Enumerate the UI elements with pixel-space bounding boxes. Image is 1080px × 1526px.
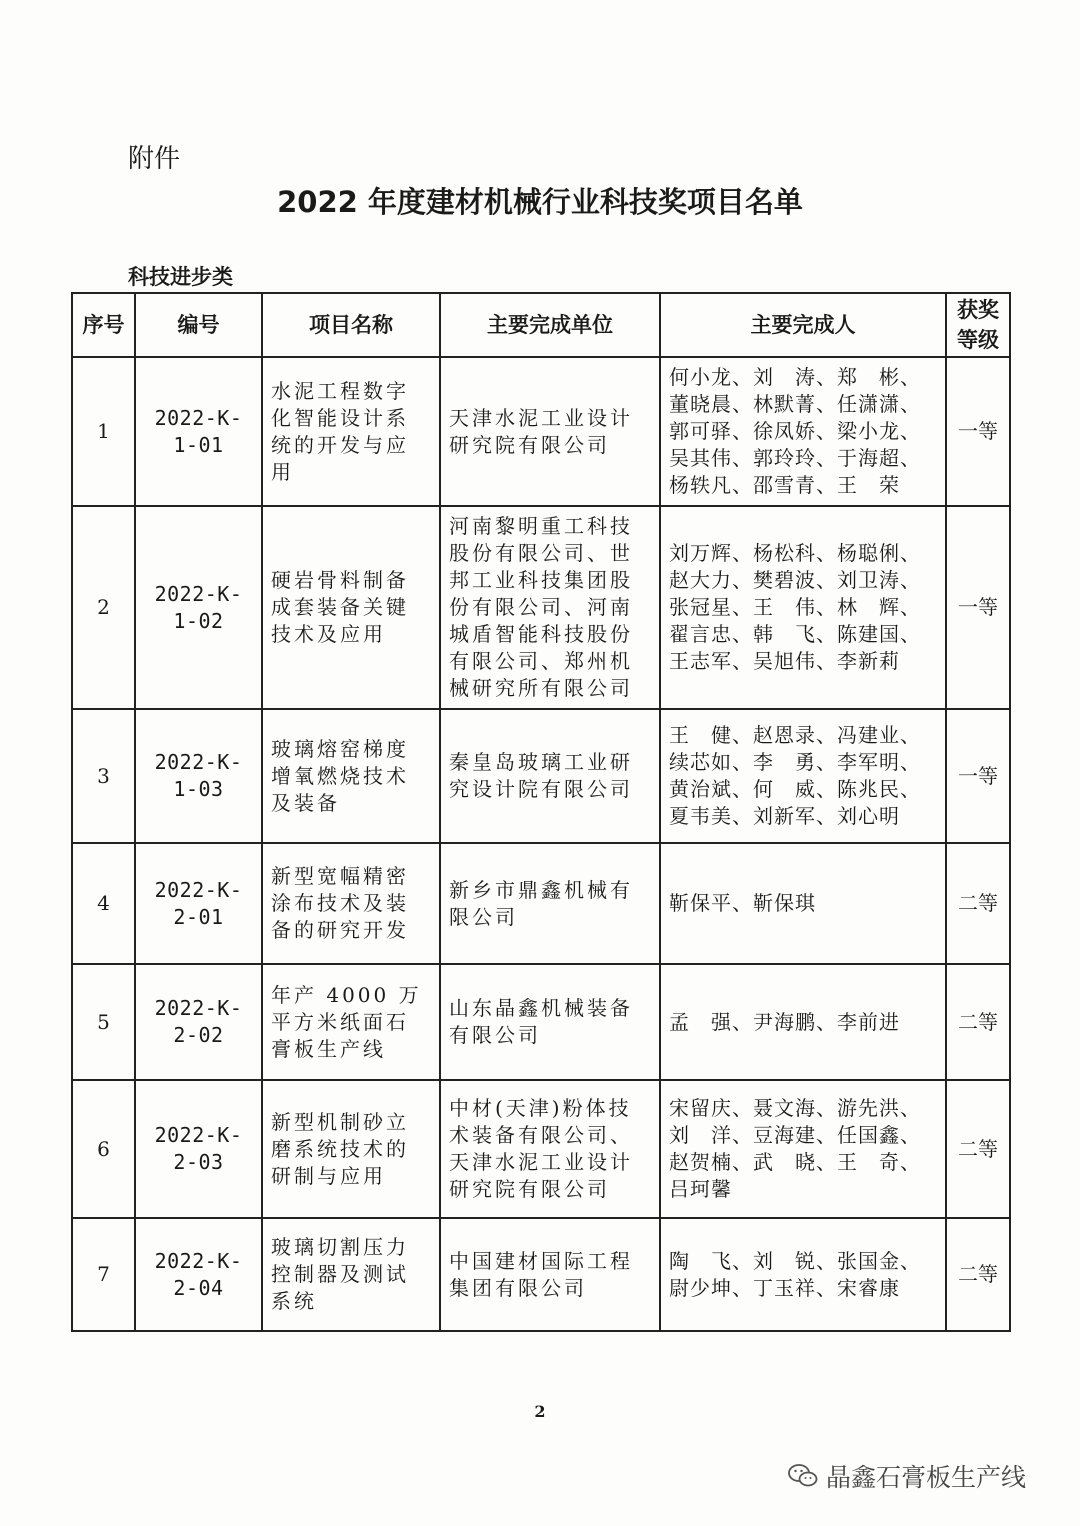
table-row [72,506,1010,709]
row-project-name: 玻璃熔窑梯度增氧燃烧技术及装备 [262,709,440,843]
row-no: 4 [72,843,135,964]
row-no: 6 [72,1080,135,1218]
attachment-label: 附件 [128,144,181,174]
watermark [788,1458,1026,1494]
row-people: 靳保平、靳保琪 [660,843,946,964]
award-table [71,292,1011,1332]
row-code: 2022-K-2-04 [135,1218,262,1331]
row-code: 2022-K-2-01 [135,843,262,964]
header-people: 主要完成人 [660,293,946,357]
row-level: 二等 [946,1218,1010,1331]
row-code: 2022-K-1-03 [135,709,262,843]
row-no: 3 [72,709,135,843]
header-level: 获奖等级 [946,293,1010,357]
table-row [72,357,1010,506]
row-level: 二等 [946,964,1010,1080]
row-unit: 中国建材国际工程集团有限公司 [440,1218,660,1331]
header-code: 编号 [135,293,262,357]
table-header-row [72,293,1010,357]
row-project-name: 年产 4000 万平方米纸面石膏板生产线 [262,964,440,1080]
row-code: 2022-K-1-02 [135,506,262,709]
row-no: 7 [72,1218,135,1331]
row-people: 陶 飞、刘 锐、张国金、尉少坤、丁玉祥、宋睿康 [660,1218,946,1331]
watermark-text: 晶鑫石膏板生产线 [826,1463,1027,1492]
row-no: 5 [72,964,135,1080]
row-no: 2 [72,506,135,709]
row-people: 孟 强、尹海鹏、李前进 [660,964,946,1080]
row-unit: 中材(天津)粉体技术装备有限公司、天津水泥工业设计研究院有限公司 [440,1080,660,1218]
row-project-name: 新型宽幅精密涂布技术及装备的研究开发 [262,843,440,964]
page-number: 2 [534,1402,546,1421]
header-unit: 主要完成单位 [440,293,660,357]
row-unit: 新乡市鼎鑫机械有限公司 [440,843,660,964]
row-code: 2022-K-2-03 [135,1080,262,1218]
row-no: 1 [72,357,135,506]
table-row [72,843,1010,964]
row-project-name: 玻璃切割压力控制器及测试系统 [262,1218,440,1331]
header-no: 序号 [72,293,135,357]
row-level: 二等 [946,1080,1010,1218]
table-row [72,964,1010,1080]
row-project-name: 新型机制砂立磨系统技术的研制与应用 [262,1080,440,1218]
table-row [72,709,1010,843]
row-code: 2022-K-2-02 [135,964,262,1080]
row-people: 刘万辉、杨松科、杨聪俐、赵大力、樊碧波、刘卫涛、张冠星、王 伟、林 辉、翟言忠、韩 飞、陈建国、王志军、吴旭伟、李新莉 [660,506,946,709]
document-title: 2022 年度建材机械行业科技奖项目名单 [277,185,803,219]
row-level: 一等 [946,357,1010,506]
row-project-name: 硬岩骨料制备成套装备关键技术及应用 [262,506,440,709]
wechat-icon [788,1463,818,1489]
row-project-name: 水泥工程数字化智能设计系统的开发与应用 [262,357,440,506]
row-unit: 秦皇岛玻璃工业研究设计院有限公司 [440,709,660,843]
table-row [72,1080,1010,1218]
row-people: 何小龙、刘 涛、郑 彬、董晓晨、林默菁、任潇潇、郭可驿、徐凤娇、梁小龙、吴其伟、郭玲玲、于海超、杨轶凡、邵雪青、王 荣 [660,357,946,506]
row-unit: 天津水泥工业设计研究院有限公司 [440,357,660,506]
row-people: 王 健、赵恩录、冯建业、续芯如、李 勇、李军明、黄治斌、何 威、陈兆民、夏韦美、刘新军、刘心明 [660,709,946,843]
header-name: 项目名称 [262,293,440,357]
row-code: 2022-K-1-01 [135,357,262,506]
row-unit: 山东晶鑫机械装备有限公司 [440,964,660,1080]
row-people: 宋留庆、聂文海、游先洪、刘 洋、豆海建、任国鑫、赵贺楠、武 晓、王 奇、吕珂馨 [660,1080,946,1218]
category-label: 科技进步类 [128,265,233,289]
table-row [72,1218,1010,1331]
row-level: 二等 [946,843,1010,964]
row-unit: 河南黎明重工科技股份有限公司、世邦工业科技集团股份有限公司、河南城盾智能科技股份有限公司、郑州机械研究所有限公司 [440,506,660,709]
row-level: 一等 [946,506,1010,709]
row-level: 一等 [946,709,1010,843]
